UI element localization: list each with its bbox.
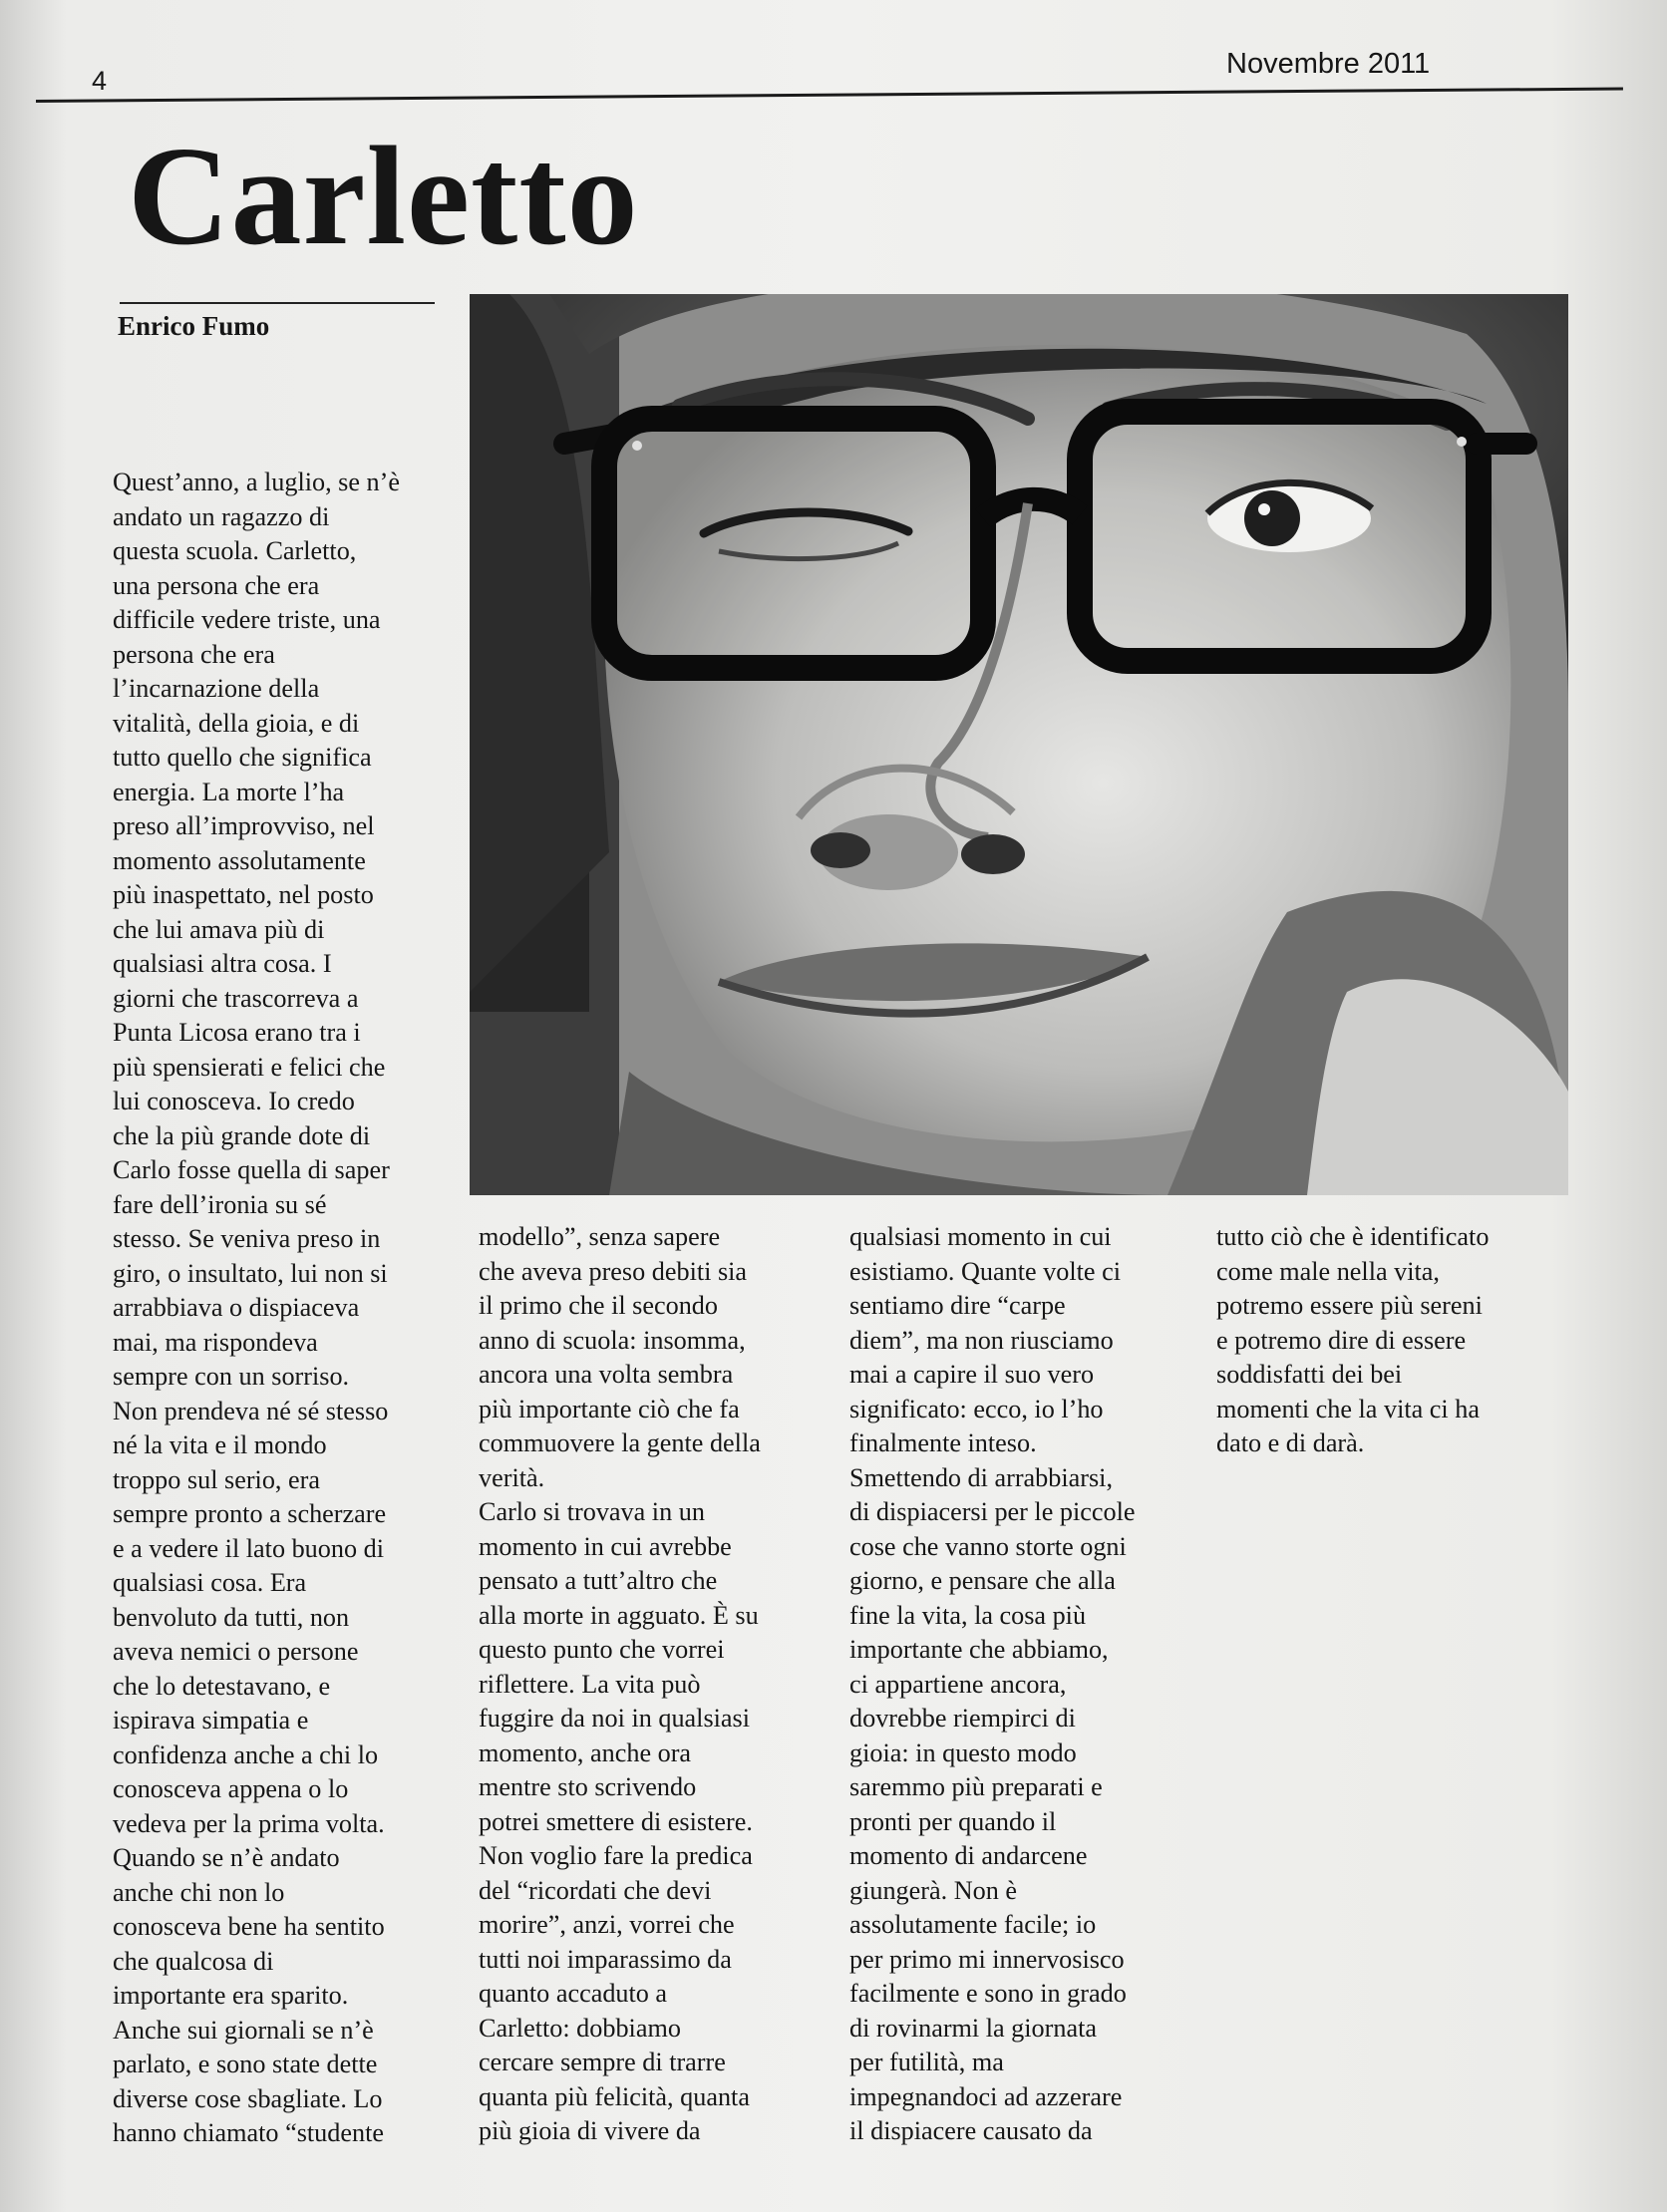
article-text-line: alla morte in agguato. È su (479, 1600, 759, 1630)
header-rule (36, 87, 1623, 103)
article-text-line: Carletto: dobbiamo (479, 2013, 681, 2043)
article-title: Carletto (128, 117, 639, 274)
article-text-line: il dispiacere causato da (849, 2116, 1093, 2145)
article-text-line: potrei smettere di esistere. (479, 1806, 753, 1836)
article-text-line: qualsiasi cosa. Era (113, 1568, 307, 1597)
article-text-line: di dispiacersi per le piccole (849, 1497, 1136, 1526)
article-text-line: momento assolutamente (113, 845, 366, 875)
article-text-line: che la più grande dote di (113, 1120, 371, 1150)
article-author: Enrico Fumo (118, 311, 270, 341)
article-text-line: modello”, senza sapere (479, 1222, 721, 1251)
article-text-line: saremmo più preparati e (849, 1772, 1103, 1801)
article-text-line: Quest’anno, a luglio, se n’è (113, 468, 400, 496)
article-text-line: quanto accaduto a (479, 1979, 668, 2008)
article-text-line: fine la vita, la cosa più (849, 1600, 1087, 1630)
portrait-illustration (470, 294, 1568, 1195)
article-text-line: tutti noi imparassimo da (479, 1944, 732, 1974)
article-text-line: anche chi non lo (113, 1877, 285, 1907)
article-column-3 (849, 1220, 1198, 2149)
article-text-line: importante era sparito. (113, 1981, 349, 2010)
article-text-line: dovrebbe riempirci di (849, 1704, 1076, 1733)
article-text-line: anno di scuola: insomma, (479, 1325, 746, 1355)
article-text-line: preso all’improvviso, nel (113, 811, 375, 840)
article-text-line: qualsiasi momento in cui (849, 1222, 1112, 1251)
portrait-photo (470, 294, 1568, 1195)
article-text-line: importante che abbiamo, (849, 1635, 1109, 1664)
article-text-line: e a vedere il lato buono di (113, 1533, 384, 1563)
article-text-line: parlato, e sono state dette (113, 2050, 378, 2078)
article-text-line: del “ricordati che devi (479, 1875, 712, 1905)
article-text-line: Quando se n’è andato (113, 1843, 340, 1872)
article-text-line: ancora una volta sembra (479, 1360, 734, 1389)
article-text-line: sempre pronto a scherzare (113, 1499, 387, 1528)
article-text-line: lui conosceva. Io credo (113, 1087, 355, 1115)
article-text-line: vedeva per la prima volta. (113, 1808, 385, 1838)
article-text-line: fare dell’ironia su sé (113, 1189, 327, 1219)
article-text-line: Punta Licosa erano tra i (113, 1018, 361, 1047)
article-text-line: andato un ragazzo di (113, 501, 330, 531)
article-text-line: energia. La morte l’ha (113, 777, 345, 806)
article-text-line: Anche sui giornali se n’è (113, 2015, 374, 2045)
article-text-line: gioia: in questo modo (849, 1738, 1077, 1767)
article-text-line: più inaspettato, nel posto (113, 880, 374, 909)
article-text-line: aveva nemici o persone (113, 1637, 359, 1666)
article-text-line: Carlo fosse quella di saper (113, 1155, 390, 1184)
article-text-line: come male nella vita, (1216, 1256, 1440, 1286)
article-text-line: pronti per quando il (849, 1806, 1057, 1836)
article-text-line: l’incarnazione della (113, 674, 320, 703)
article-text-line: potremo essere più sereni (1216, 1291, 1483, 1320)
article-text-line: Carlo si trovava in un (479, 1497, 705, 1526)
article-text-line: troppo sul serio, era (113, 1464, 320, 1494)
article-text-line: cercare sempre di trarre (479, 2048, 726, 2076)
article-text-line: più gioia di vivere da (479, 2116, 701, 2145)
article-text-line: che qualcosa di (113, 1946, 274, 1976)
article-text-line: arrabbiava o dispiaceva (113, 1293, 360, 1322)
article-text-line: assolutamente facile; io (849, 1910, 1097, 1939)
article-text-line: facilmente e sono in grado (849, 1979, 1127, 2008)
article-text-line: per primo mi innervosisco (849, 1944, 1125, 1974)
article-text-line: giungerà. Non è (849, 1875, 1017, 1905)
article-text-line: Smettendo di arrabbiarsi, (849, 1462, 1113, 1492)
article-text-line: dato e di darà. (1216, 1428, 1365, 1457)
article-text-line: riflettere. La vita può (479, 1669, 701, 1699)
article-text-line: momento di andarcene (849, 1841, 1088, 1870)
article-text-line: finalmente inteso. (849, 1428, 1037, 1457)
article-text-line: che lui amava più di (113, 914, 325, 944)
article-text-line: conosceva appena o lo (113, 1774, 349, 1803)
article-text-line: momento, anche ora (479, 1738, 692, 1767)
article-text-line: mai, ma rispondeva (113, 1327, 318, 1357)
article-text-line: mentre sto scrivendo (479, 1772, 697, 1801)
article-text-line: Non prendeva né sé stesso (113, 1396, 389, 1425)
article-text-line: momento in cui avrebbe (479, 1531, 732, 1561)
article-text-line: il primo che il secondo (479, 1291, 718, 1320)
article-text-line: giorni che trascorreva a (113, 983, 359, 1013)
article-text-line: e potremo dire di essere (1216, 1325, 1467, 1355)
article-text-line: morire”, anzi, vorrei che (479, 1910, 735, 1939)
article-column-4 (1216, 1220, 1565, 1461)
article-text-line: una persona che era (113, 570, 320, 600)
article-text-line: commuovere la gente della (479, 1428, 761, 1457)
article-text-line: significato: ecco, io l’ho (849, 1394, 1104, 1423)
article-text-line: impegnandoci ad azzerare (849, 2081, 1123, 2111)
article-text-line: per futilità, ma (849, 2048, 1004, 2076)
article-text-line: fuggire da noi in qualsiasi (479, 1704, 751, 1733)
article-text-line: sempre con un sorriso. (113, 1362, 350, 1391)
article-text-line: mai a capire il suo vero (849, 1360, 1095, 1389)
article-text-line: giorno, e pensare che alla (849, 1566, 1116, 1595)
article-text-line: tutto quello che significa (113, 743, 372, 772)
article-text-line: conosceva bene ha sentito (113, 1912, 385, 1941)
article-text-line: diverse cose sbagliate. Lo (113, 2083, 383, 2113)
article-text-line: che lo detestavano, e (113, 1671, 331, 1701)
article-text-line: né la vita e il mondo (113, 1430, 327, 1459)
byline-rule (120, 302, 435, 304)
article-column-2 (479, 1220, 828, 2149)
bleed-through-text (758, 150, 792, 285)
article-text-line: benvoluto da tutti, non (113, 1602, 350, 1632)
article-text-line: qualsiasi altra cosa. I (113, 949, 332, 978)
article-text-line: più spensierati e felici che (113, 1052, 386, 1082)
article-text-line: momenti che la vita ci ha (1216, 1394, 1480, 1423)
article-text-line: stesso. Se veniva preso in (113, 1224, 381, 1253)
article-text-line: tutto ciò che è identificato (1216, 1222, 1490, 1251)
article-text-line: hanno chiamato “studente (113, 2118, 384, 2147)
article-text-line: questo punto che vorrei (479, 1635, 725, 1664)
article-text-line: verità. (479, 1462, 545, 1492)
article-text-line: quanta più felicità, quanta (479, 2081, 750, 2111)
article-text-line: soddisfatti dei bei (1216, 1360, 1403, 1389)
article-text-line: più importante ciò che fa (479, 1394, 740, 1423)
article-text-line: cose che vanno storte ogni (849, 1531, 1127, 1561)
article-text-line: questa scuola. Carletto, (113, 536, 357, 565)
article-text-line: che aveva preso debiti sia (479, 1256, 748, 1286)
issue-date: Novembre 2011 (1226, 48, 1431, 80)
article-text-line: sentiamo dire “carpe (849, 1291, 1066, 1320)
page-number: 4 (92, 66, 108, 96)
article-text-line: diem”, ma non riusciamo (849, 1325, 1114, 1355)
article-text-line: ci appartiene ancora, (849, 1669, 1067, 1699)
article-text-line: pensato a tutt’altro che (479, 1566, 718, 1595)
article-text-line: confidenza anche a chi lo (113, 1739, 379, 1769)
article-text-line: vitalità, della gioia, e di (113, 708, 360, 738)
article-text-line: persona che era (113, 639, 275, 669)
article-text-line: difficile vedere triste, una (113, 605, 381, 634)
article-text-line: giro, o insultato, lui non si (113, 1258, 388, 1288)
article-text-line: esistiamo. Quante volte ci (849, 1256, 1121, 1286)
article-text-line: ispirava simpatia e (113, 1706, 309, 1735)
article-text-line: di rovinarmi la giornata (849, 2013, 1097, 2043)
article-column-1 (113, 466, 462, 2151)
article-text-line: Non voglio fare la predica (479, 1841, 753, 1870)
